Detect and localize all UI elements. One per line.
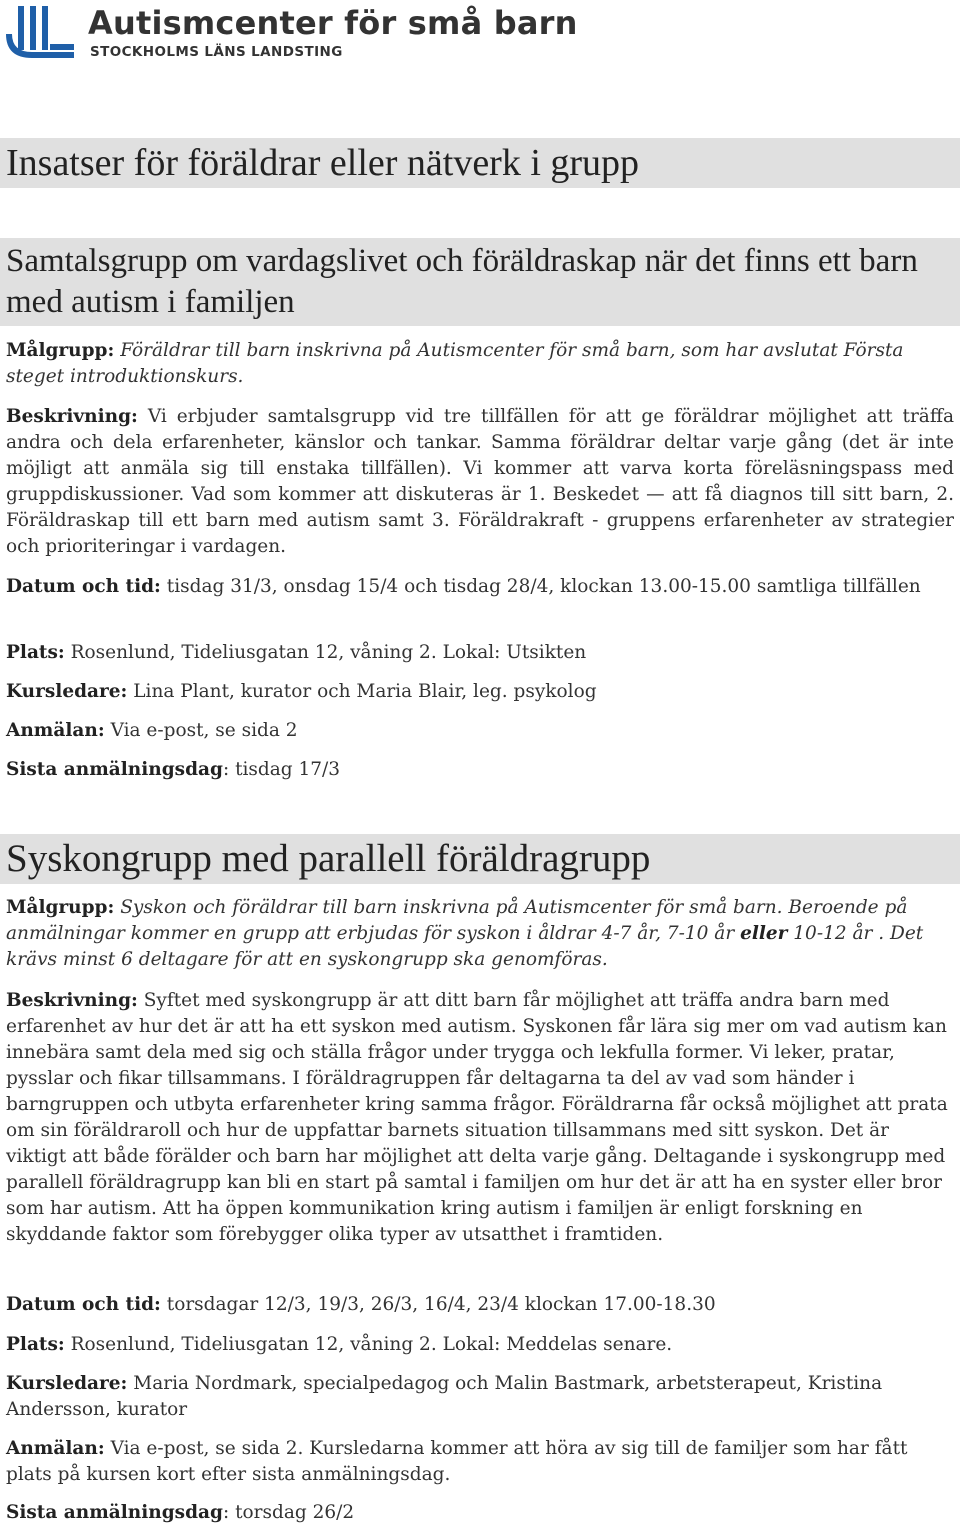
group1-target [6, 338, 954, 390]
group2-leader [6, 1371, 954, 1423]
group2-description [6, 988, 954, 1248]
group2-date-label: Datum och tid: [6, 1294, 161, 1315]
group1-description [6, 404, 954, 560]
logo [4, 4, 578, 62]
group2-deadline-label: Sista anmälningsdag [6, 1502, 223, 1523]
group2-leader-text: Maria Nordmark, specialpedagog och Malin Bastmark, arbetsterapeut, Kristina Andersson, kurator [6, 1373, 883, 1420]
group2-deadline [6, 1500, 954, 1526]
group2-title: Syskongrupp med parallell föräldragrupp [0, 834, 960, 884]
group2-signup-label: Anmälan: [6, 1438, 105, 1459]
group1-signup-label: Anmälan: [6, 720, 105, 741]
group2-target [6, 895, 954, 973]
group1-target-label: Målgrupp: [6, 340, 115, 361]
group2-description-text: Syftet med syskongrupp är att ditt barn får möjlighet att träffa andra barn med erfarenhet av hur det är att ha ett syskon med autism. Syskonen får lära sig mer om vad autism kan innebära samt dela med sig och ställa frågor under trygga och lekfulla former. Vi leker, pratar, pysslar och fikar tillsammans. I föräldragruppen får deltagarna ta del av vad som händer i barngruppen och utbyta erfarenheter kring samma frågor. Föräldrarna får också möjlighet att prata om sin föräldraroll och hur de uppfattar barnets situation tillsammans med sitt syskon. Det är viktigt att både förälder och barn har möjlighet att delta varje gång. Deltagande i syskongrupp med parallell föräldragrupp kan bli en start på samtal i familjen om hur det är att ha en syster eller bror som har autism. Att ha öppen kommunikation kring autism i familjen är enligt forskning en skyddande faktor som förebygger olika typer av utsatthet i framtiden. [6, 990, 948, 1245]
group1-leader [6, 679, 954, 705]
group2-signup-text: Via e-post, se sida 2. Kursledarna kommer att höra av sig till de familjer som har fått plats på kursen kort efter sista anmälningsdag. [6, 1438, 908, 1485]
group1-place-label: Plats: [6, 642, 65, 663]
group2-deadline-text: : torsdag 26/2 [222, 1502, 355, 1523]
group2-place-label: Plats: [6, 1334, 65, 1355]
group2-place [6, 1332, 954, 1358]
group1-place-text: Rosenlund, Tideliusgatan 12, våning 2. Lokal: Utsikten [70, 642, 587, 663]
group1-deadline-label: Sista anmälningsdag [6, 759, 223, 780]
group2-signup [6, 1436, 954, 1488]
group1-leader-label: Kursledare: [6, 681, 128, 702]
group2-date-text: torsdagar 12/3, 19/3, 26/3, 16/4, 23/4 klockan 17.00-18.30 [166, 1294, 716, 1315]
group1-description-text: Vi erbjuder samtalsgrupp vid tre tillfällen för att ge föräldrar möjlighet att träffa andra och dela erfarenheter, känslor och tankar. Samma föräldrar deltar varje gång (det är inte möjligt att anmäla sig till enstaka tillfällen). Vi kommer att varva korta föreläsningspass med gruppdiskussioner. Vad som kommer att diskuteras är 1. Beskedet — att få diagnos till sitt barn, 2. Föräldraskap till ett barn med autism samt 3. Föräldrakraft - gruppens erfarenheter av strategier och prioriteringar i vardagen. [6, 406, 954, 557]
group2-leader-label: Kursledare: [6, 1373, 128, 1394]
group1-date-label: Datum och tid: [6, 576, 161, 597]
group1-description-label: Beskrivning: [6, 406, 138, 427]
group2-date [6, 1292, 954, 1318]
logo-title: Autismcenter för små barn [88, 4, 578, 42]
group2-description-label: Beskrivning: [6, 990, 138, 1011]
group2-target-bold: eller [740, 923, 788, 944]
group2-target-text-2: 10-12 år . Det krävs minst 6 deltagare för att en syskongrupp ska genomföras. [6, 923, 924, 970]
page-title: Insatser för föräldrar eller nätverk i grupp [0, 138, 960, 188]
group2-place-text: Rosenlund, Tideliusgatan 12, våning 2. Lokal: Meddelas senare. [70, 1334, 673, 1355]
group1-target-text: Föräldrar till barn inskrivna på Autismcenter för små barn, som har avslutat Första steget introduktionskurs. [6, 340, 904, 387]
group1-signup [6, 718, 954, 744]
group2-target-label: Målgrupp: [6, 897, 115, 918]
group1-leader-text: Lina Plant, kurator och Maria Blair, leg. psykolog [133, 681, 597, 702]
group1-deadline-text: : tisdag 17/3 [222, 759, 341, 780]
logo-subtitle: STOCKHOLMS LÄNS LANDSTING [90, 44, 343, 60]
group1-date [6, 574, 954, 600]
group1-title: Samtalsgrupp om vardagslivet och föräldraskap när det finns ett barn med autism i familjen [0, 238, 960, 326]
group1-place [6, 640, 954, 666]
group2-target-text-1: Syskon och föräldrar till barn inskrivna på Autismcenter för små barn. Beroende på anmälningar kommer en grupp att erbjudas för syskon i åldrar 4-7 år, 7-10 år [6, 897, 908, 944]
group1-signup-text: Via e-post, se sida 2 [110, 720, 298, 741]
group1-date-text: tisdag 31/3, onsdag 15/4 och tisdag 28/4, klockan 13.00-15.00 samtliga tillfällen [166, 576, 921, 597]
group1-deadline [6, 757, 954, 783]
landsting-logo-icon [4, 4, 76, 62]
